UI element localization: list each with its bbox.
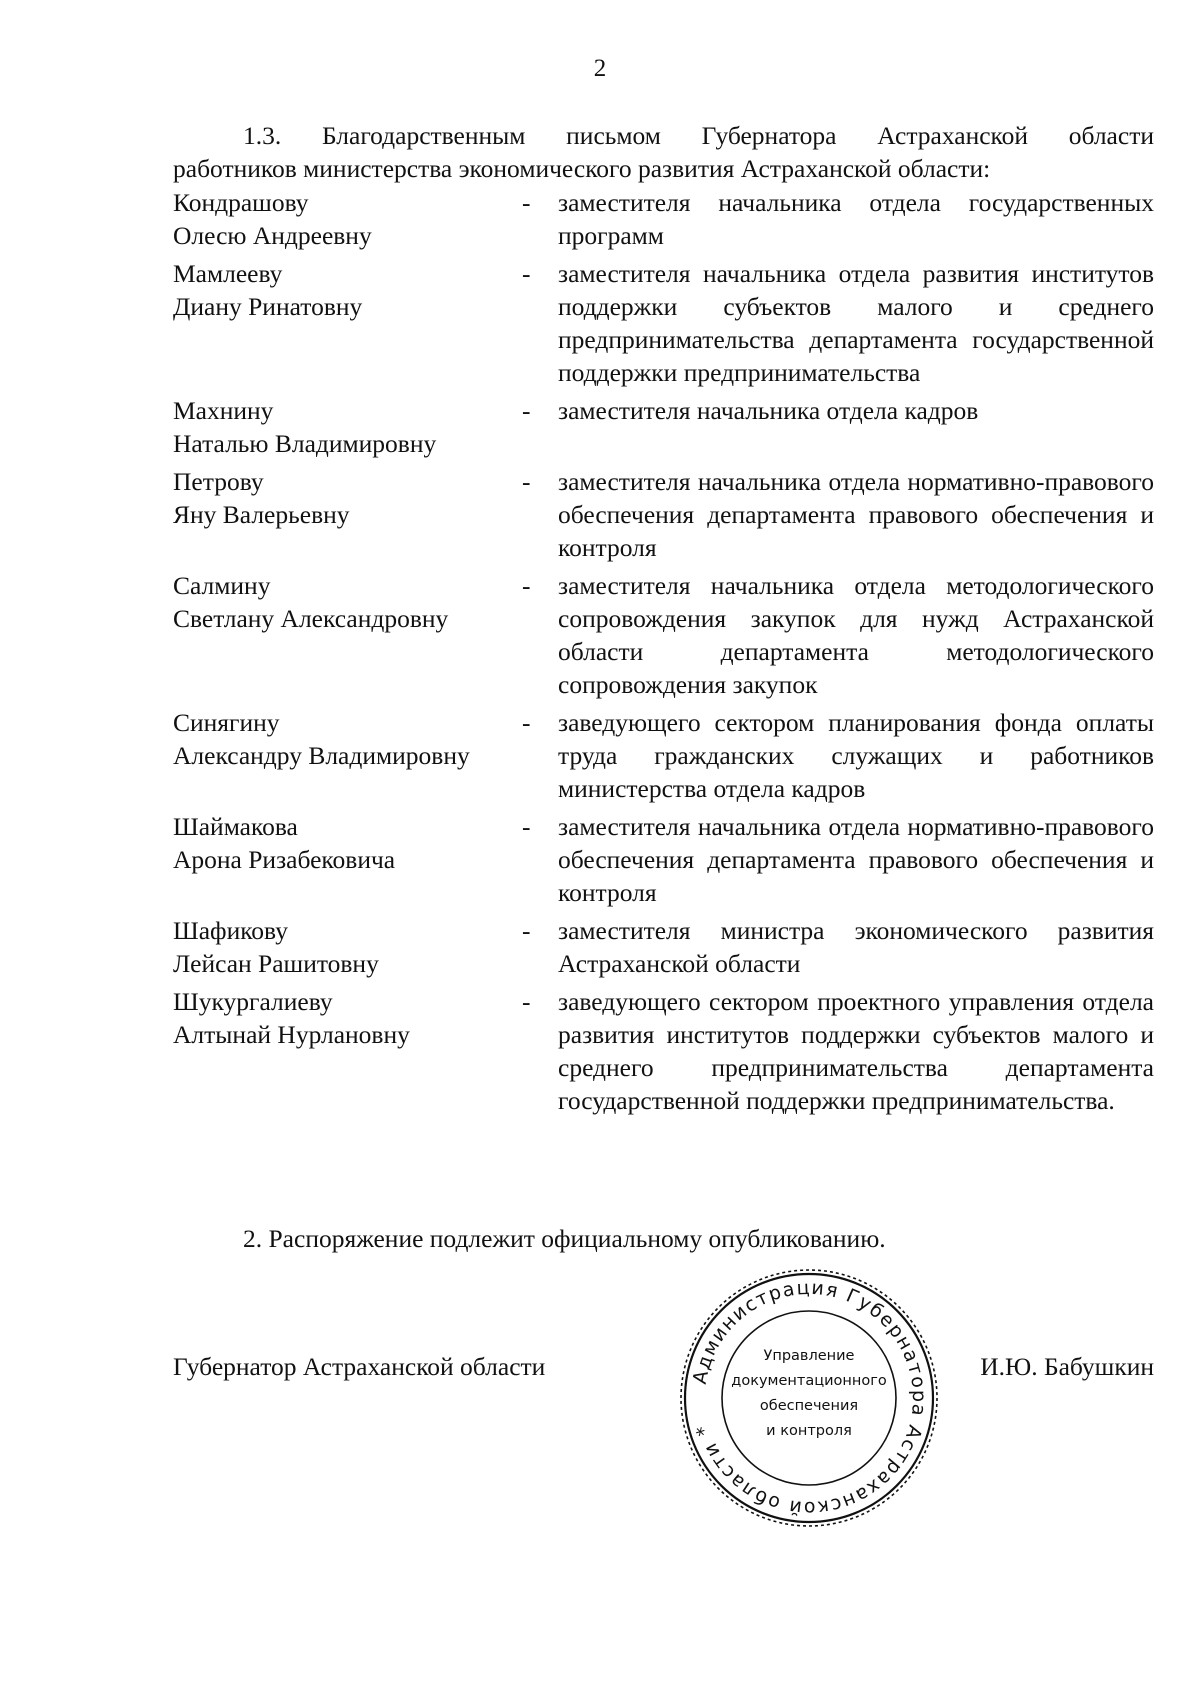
awardee-row — [173, 465, 1154, 564]
separator-dash: - — [522, 188, 531, 217]
awardee-position: заместителя начальника отдела методологического сопровождения закупок для нужд Астраханской области департамента методологического сопровождения закупок — [558, 571, 1154, 699]
awardee-row — [173, 706, 1154, 805]
awardee-position: заместителя начальника отдела нормативно-правового обеспечения департамента правового обеспечения и контроля — [558, 467, 1154, 562]
awardee-row — [173, 257, 1154, 389]
awardee-surname: Шукургалиеву — [173, 987, 333, 1016]
awardee-surname: Петрову — [173, 467, 264, 496]
seal-ring-text: Администрация Губернатора Астраханской области * — [688, 1276, 931, 1520]
separator-dash: - — [522, 467, 531, 496]
awardee-list — [173, 186, 1154, 1122]
awardee-row — [173, 569, 1154, 701]
seal-center-line-4: и контроля — [766, 1423, 852, 1439]
awardee-name — [173, 914, 522, 980]
seal-center-line-1: Управление — [763, 1348, 855, 1364]
awardee-surname: Шаймакова — [173, 812, 298, 841]
awardee-position: заместителя начальника отдела кадров — [558, 396, 979, 425]
awardee-surname: Салмину — [173, 571, 271, 600]
intro-paragraph — [173, 119, 1154, 185]
awardee-surname: Мамлееву — [173, 259, 283, 288]
awardee-position: заместителя начальника отдела государственных программ — [558, 188, 1154, 250]
awardee-given-names: Алтынай Нурлановну — [173, 1020, 410, 1049]
awardee-given-names: Наталью Владимировну — [173, 429, 437, 458]
awardee-row — [173, 985, 1154, 1117]
awardee-position: заместителя начальника отдела развития институтов поддержки субъектов малого и среднего предпринимательства департамента государственной поддержки предпринимательства — [558, 259, 1154, 387]
awardee-name — [173, 569, 522, 635]
seal-center-line-3: обеспечения — [759, 1398, 859, 1414]
signature-block — [173, 1350, 1154, 1390]
intro-line-2: работников министерства экономического развития Астраханской области: — [173, 154, 991, 183]
awardee-given-names: Светлану Александровну — [173, 604, 449, 633]
awardee-position: заместителя министра экономического развития Астраханской области — [558, 916, 1154, 978]
awardee-surname: Синягину — [173, 708, 280, 737]
seal-center-line-2: документационного — [731, 1373, 887, 1389]
awardee-given-names: Александру Владимировну — [173, 741, 470, 770]
awardee-position: заведующего сектором проектного управления отдела развития институтов поддержки субъектов малого и среднего предпринимательства департамента государственной поддержки предпринимательства. — [558, 987, 1154, 1115]
awardee-given-names: Арона Ризабековича — [173, 845, 396, 874]
awardee-row — [173, 394, 1154, 460]
awardee-position: заместителя начальника отдела нормативно-правового обеспечения департамента правового обеспечения и контроля — [558, 812, 1154, 907]
awardee-name — [173, 257, 522, 323]
awardee-given-names: Яну Валерьевну — [173, 500, 350, 529]
awardee-row — [173, 810, 1154, 909]
separator-dash: - — [522, 571, 531, 600]
intro-line-1: 1.3. Благодарственным письмом Губернатора Астраханской области — [243, 121, 1154, 150]
awardee-surname: Шафикову — [173, 916, 288, 945]
separator-dash: - — [522, 987, 531, 1016]
separator-dash: - — [522, 812, 531, 841]
awardee-given-names: Диану Ринатовну — [173, 292, 363, 321]
awardee-name — [173, 985, 522, 1051]
signer-name: И.Ю. Бабушкин — [980, 1352, 1154, 1381]
official-seal-stamp — [676, 1265, 942, 1531]
awardee-row — [173, 186, 1154, 252]
clause-2-publication: 2. Распоряжение подлежит официальному опубликованию. — [243, 1224, 886, 1253]
awardee-name — [173, 706, 522, 772]
separator-dash: - — [522, 259, 531, 288]
awardee-position: заведующего сектором планирования фонда оплаты труда гражданских служащих и работников министерства отдела кадров — [558, 708, 1154, 803]
separator-dash: - — [522, 916, 531, 945]
separator-dash: - — [522, 396, 531, 425]
awardee-surname: Махнину — [173, 396, 274, 425]
awardee-surname: Кондрашову — [173, 188, 309, 217]
awardee-given-names: Лейсан Рашитовну — [173, 949, 379, 978]
awardee-given-names: Олесю Андреевну — [173, 221, 372, 250]
page-number: 2 — [593, 55, 607, 82]
separator-dash: - — [522, 708, 531, 737]
signer-title: Губернатор Астраханской области — [173, 1352, 546, 1381]
awardee-name — [173, 186, 522, 252]
awardee-name — [173, 394, 522, 460]
awardee-name — [173, 465, 522, 531]
awardee-row — [173, 914, 1154, 980]
awardee-name — [173, 810, 522, 876]
